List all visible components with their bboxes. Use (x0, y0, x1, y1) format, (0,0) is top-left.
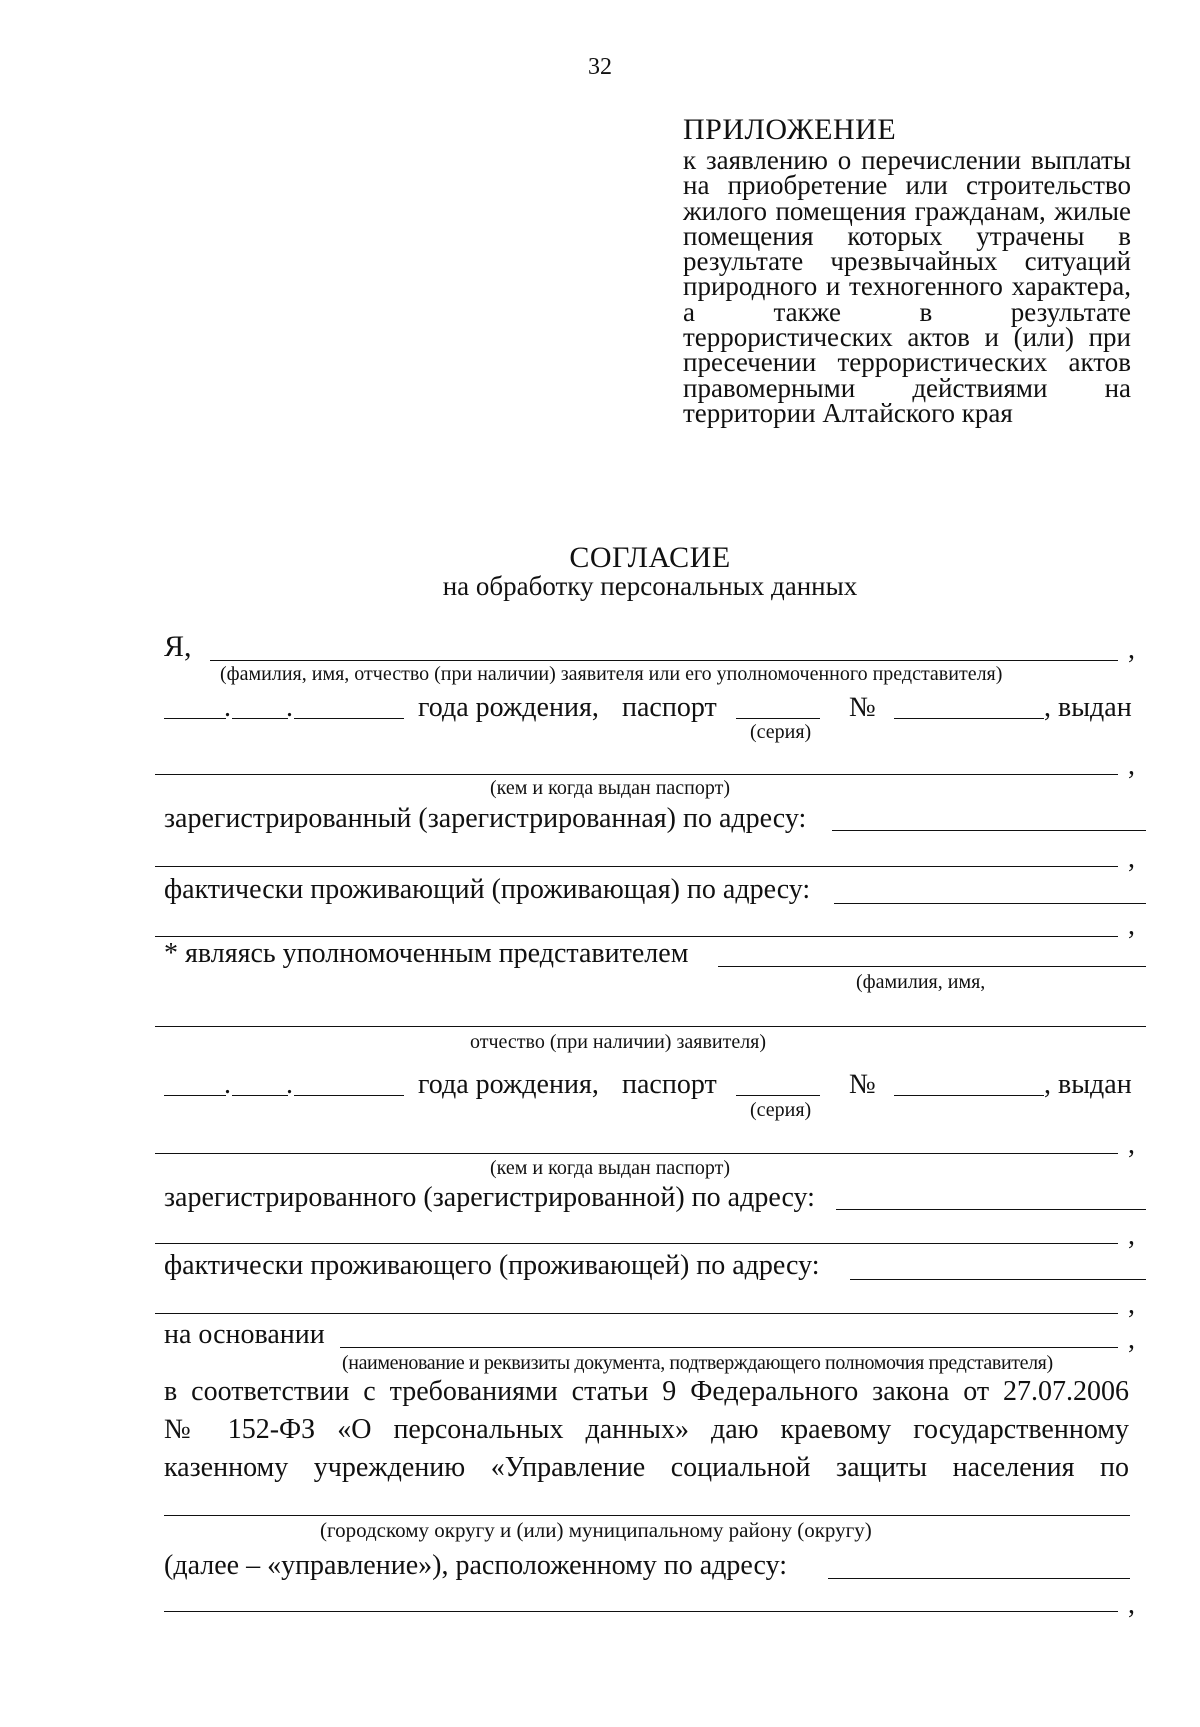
registered2-label: зарегистрированного (зарегистрированной) по адресу: (164, 1182, 815, 1213)
number-sign: № (849, 1069, 876, 1100)
issued-by-field[interactable] (155, 774, 1118, 775)
paragraph-line: № 152-ФЗ «О персональных данных» даю краевому государственному (164, 1414, 1129, 1445)
comma: , (1128, 1589, 1135, 1620)
appendix-title: ПРИЛОЖЕНИЕ (683, 113, 897, 146)
actual2-label: фактически проживающего (проживающей) по адресу: (164, 1250, 820, 1281)
representative-fio-field-2[interactable] (155, 1026, 1146, 1027)
page-number: 32 (588, 54, 612, 80)
representative-label: * являясь уполномоченным представителем (164, 938, 689, 969)
rep-passport-series-field[interactable] (736, 1095, 820, 1096)
document-subtitle: на обработку персональных данных (442, 571, 858, 601)
rep-registered-address-field-2[interactable] (155, 1243, 1118, 1244)
document-title: СОГЛАСИЕ (569, 541, 731, 574)
passport-series-field[interactable] (736, 718, 820, 719)
comma: , (1128, 634, 1135, 665)
located-label: (далее – «управление»), расположенному по адресу: (164, 1550, 788, 1581)
comma: , (1128, 1129, 1135, 1160)
basis-field[interactable] (340, 1347, 1118, 1348)
rep-birth-day-field[interactable] (164, 1095, 226, 1096)
paragraph-line: казенному учреждению «Управление социальной защиты населения по (164, 1452, 1129, 1483)
passport-number-field[interactable] (894, 718, 1044, 719)
caption-series: (серия) (750, 721, 812, 743)
comma: , (1128, 1289, 1135, 1320)
birth-month-field[interactable] (232, 718, 288, 719)
caption-fio: (фамилия, имя, отчество (при наличии) заявителя или его уполномоченного представителя) (220, 663, 1003, 685)
birth-year-field[interactable] (294, 718, 404, 719)
comma: , (1128, 1324, 1135, 1355)
comma: , (1128, 1220, 1135, 1251)
rep-actual-address-field[interactable] (850, 1279, 1146, 1280)
rep-issued-by-field[interactable] (155, 1153, 1118, 1154)
date-dot: . (224, 692, 231, 723)
caption-district: (городскому округу и (или) муниципальному району (округу) (320, 1518, 872, 1542)
fio-field[interactable] (210, 660, 1118, 661)
actual-address-field[interactable] (834, 903, 1146, 904)
registered-label: зарегистрированный (зарегистрированная) по адресу: (164, 803, 807, 834)
date-dot: . (286, 692, 293, 723)
caption-patronymic: отчество (при наличии) заявителя) (470, 1031, 767, 1053)
office-address-field[interactable] (828, 1578, 1130, 1579)
i-label: Я, (164, 630, 192, 663)
appendix-block (683, 115, 1131, 426)
actual-label: фактически проживающий (проживающая) по адресу: (164, 874, 811, 905)
caption-issued-by: (кем и когда выдан паспорт) (490, 1157, 731, 1179)
number-sign: № (849, 692, 876, 723)
office-address-field-2[interactable] (164, 1611, 1118, 1612)
rep-birth-month-field[interactable] (232, 1095, 288, 1096)
rep-birth-year-field[interactable] (294, 1095, 404, 1096)
registered-address-field-2[interactable] (155, 866, 1118, 867)
paragraph-line: в соответствии с требованиями статьи 9 Федерального закона от 27.07.2006 (164, 1376, 1129, 1407)
passport-label: паспорт (622, 692, 717, 723)
birth-label: года рождения, (418, 692, 599, 723)
comma: , (1128, 910, 1135, 941)
birth-label: года рождения, (418, 1069, 599, 1100)
rep-actual-address-field-2[interactable] (155, 1313, 1118, 1314)
issued-label: , выдан (1044, 1069, 1132, 1100)
caption-fio-short: (фамилия, имя, (856, 971, 986, 993)
actual-address-field-2[interactable] (155, 936, 1118, 937)
birth-day-field[interactable] (164, 718, 226, 719)
caption-issued-by: (кем и когда выдан паспорт) (490, 777, 731, 799)
comma: , (1128, 750, 1135, 781)
basis-label: на основании (164, 1319, 325, 1350)
appendix-text: к заявлению о перечислении выплаты на приобретение или строительство жилого помещения гражданам, жилые помещения которых утрачены в результате чрезвычайных ситуаций природного и техногенного характера, а также в результате террористических актов и (или) при пресечении террористических актов правомерными действиями на территории Алтайского края (683, 145, 1131, 428)
consent-paragraph (164, 1373, 1129, 1487)
district-field[interactable] (164, 1515, 1130, 1516)
issued-label: , выдан (1044, 692, 1132, 723)
caption-basis: (наименование и реквизиты документа, подтверждающего полномочия представителя) (342, 1352, 1053, 1374)
rep-registered-address-field[interactable] (836, 1209, 1146, 1210)
date-dot: . (286, 1069, 293, 1100)
registered-address-field[interactable] (832, 830, 1146, 831)
comma: , (1128, 843, 1135, 874)
date-dot: . (224, 1069, 231, 1100)
representative-fio-field[interactable] (718, 966, 1146, 967)
rep-passport-number-field[interactable] (894, 1095, 1044, 1096)
caption-series: (серия) (750, 1099, 812, 1121)
passport-label: паспорт (622, 1069, 717, 1100)
